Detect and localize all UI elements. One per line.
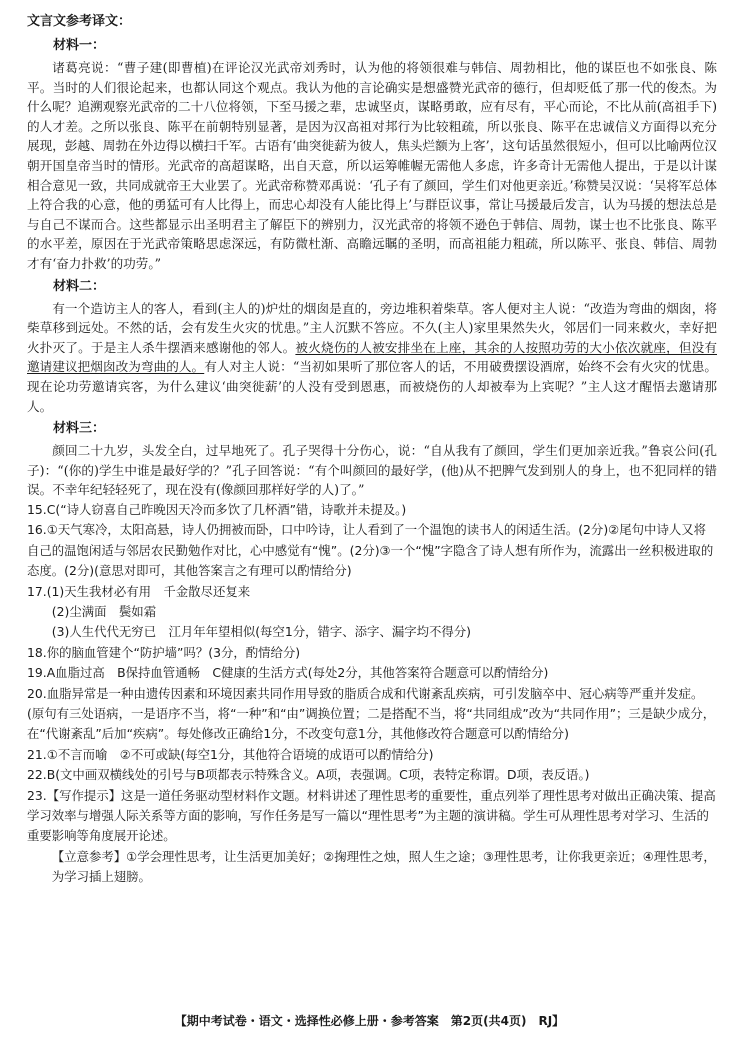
material-3-text: 颜回二十九岁，头发全白，过早地死了。孔子哭得十分伤心，说：“自从我有了颜回，学生们更加亲近我。”鲁哀公问(孔子)：“(你的)学生中谁是最好学的？”孔子回答说：“有个叫颜回的最好学，(他)从不把脾气发到别人的身上，也不犯同样的错误。不幸年纪轻轻死了，现在没有(像颜回那样好学的人)了。” bbox=[27, 443, 717, 498]
answer-19: 19.A血脂过高 B保持血管通畅 C健康的生活方式(每处2分，其他答案符合题意可以酌情给分) bbox=[27, 665, 549, 681]
material-2-text bbox=[27, 299, 717, 417]
answer-18: 18.你的脑血管建个“防护墙”吗？(3分，酌情给分) bbox=[27, 644, 301, 660]
material-2-underlined: 被火烧伤的人被安排坐在上座，其余的人按照功劳的大小依次就座，但没有邀请建议把烟囱改为弯曲的人。 bbox=[27, 339, 717, 375]
material-2-title: 材料二： bbox=[53, 278, 106, 294]
material-2-before: 有一个造访主人的客人，看到(主人的)炉灶的烟囱是直的，旁边堆积着柴草。客人便对主人说：“改造为弯曲的烟囱，将柴草移到远处。不然的话，会有发生火灾的忧患。”主人沉默不答应。不久(主人)家里果然失火，邻居们一同来救火，幸好把火扑灭了。于是主人杀牛摆酒来感谢他的邻人。 bbox=[27, 300, 717, 355]
answer-22: 22.B(文中画双横线处的引号与B项都表示特殊含义。A项，表强调。C项，表特定称谓。D项，表反语。) bbox=[27, 767, 590, 783]
answer-15: 15.C(“诗人窃喜自己昨晚因天冷而多饮了几杯酒”错，诗歌并未提及。) bbox=[27, 501, 407, 517]
material-1-text: 诸葛亮说：“曹子建(即曹植)在评论汉光武帝刘秀时，认为他的将领很难与韩信、周勃相比，他的谋臣也不如张良、陈平。当时的人们很论起来，也都认同这个观点。我认为他的言论确实是想盛赞光武帝的德行，但却贬低了那一代的俊杰。为什么呢？追溯观察光武帝的二十八位将领，下至马援之辈，忠诚坚贞，谋略勇敢，应有尽有，平心而论，不比从前(高祖手下)的人才差。之所以张良、陈平在前朝特别显著，是因为汉高祖对邦行为比较粗疏，所以张良、陈平在忠诚信义方面得以充分展现，彭越、周勃在外边得以横扫千军。古语有‘曲突徙薪为彼人，焦头烂额为上客’，这句话虽然很短小，但可以比喻两位汉朝开国皇帝当时的情形。光武帝的高超谋略，出自天意，所以运筹帷幄无需他人多虑，许多奇计无需他人提出，于是以计谋相合意见一致，共同成就帝王大业罢了。光武帝称赞邓禹说：‘孔子有了颜回，学生们对他更亲近。’称赞吴汉说：‘吴将军总体上符合我的心意，他的勇猛可有人比得上，而忠心却没有人能比得上’与群臣议事，常让马援最后发言，认为马援的想法总是与自己不谋而合。这些都显示出圣明君主了解臣下的辨别力，汉光武帝的将领不逊色于韩信、周勃，谋士也不比张良、陈平的水平差，原因在于光武帝策略思虑深远，有防微杜渐、高瞻远瞩的圣明，而高祖能力粗疏，所以陈平、张良、韩信、周勃才有‘奋力扑救’的功劳。” bbox=[27, 60, 717, 271]
answer-17-1: 17.(1)天生我材必有用 千金散尽还复来 bbox=[27, 583, 251, 599]
answer-16: 16.①天气寒冷，太阳高悬，诗人仍拥被而卧，口中吟诗，让人看到了一个温饱的读书人的闲适生活。(2分)②尾句中诗人又将自己的温饱闲适与邻居农民勤勉作对比，心中感觉有“愧”。(2分)③一个“愧”字隐含了诗人想有所作为，流露出一丝积极进取的态度。(2分)(意思对即可，其他答案言之有理可以酌情给分) bbox=[27, 522, 714, 579]
answer-23: 23.【写作提示】这是一道任务驱动型材料作文题。材料讲述了理性思考的重要性，重点列举了理性思考对做出正确决策、提高学习效率与增强人际关系等方面的影响，写作任务是写一篇以“理性思考”为主题的演讲稿。学生可从理性思考对学习、生活的重要影响等角度展开论述。 bbox=[27, 787, 716, 844]
material-1-title: 材料一： bbox=[53, 38, 106, 53]
page-footer: 【期中考试卷・语文・选择性必修上册・参考答案 第2页(共4页) RJ】 bbox=[174, 1014, 565, 1028]
answer-17-2: (2)尘满面 鬓如霜 bbox=[51, 603, 157, 619]
answer-20: 20.血脂异常是一种由遗传因素和环境因素共同作用导致的脂质合成和代谢紊乱疾病，可引发脑卒中、冠心病等严重并发症。(原句有三处语病，一是语序不当，将“一种”和“由”调换位置；二是搭配不当，将“共同组成”改为“共同作用”；三是缺少成分，在“代谢紊乱”后加“疾病”。每处修改正确给1分，不改变句意1分，其他修改符合题意可以酌情给分) bbox=[27, 685, 716, 742]
answer-17-3: (3)人生代代无穷已 江月年年望相似(每空1分，错字、添字、漏字均不得分) bbox=[51, 624, 472, 640]
material-2-after: 有人对主人说：“当初如果听了那位客人的话，不用破费摆设酒席，始终不会有火灾的忧患。现在论功劳邀请宾客，为什么建议‘曲突徙薪’的人没有受到恩惠，而被烧伤的人却被奉为上宾呢？”主人这才醒悟去邀请那人。 bbox=[27, 359, 717, 414]
translation-header: 文言文参考译文： bbox=[27, 14, 132, 29]
answer-page bbox=[27, 12, 717, 888]
material-3-title: 材料三： bbox=[53, 421, 106, 437]
answer-21: 21.①不言而喻 ②不可或缺(每空1分，其他符合语境的成语可以酌情给分) bbox=[27, 746, 434, 762]
answer-23-ideas: 【立意参考】①学会理性思考，让生活更加美好；②掬理性之烛，照人生之途；③理性思考，让你我更亲近；④理性思考，为学习插上翅膀。 bbox=[51, 848, 716, 885]
